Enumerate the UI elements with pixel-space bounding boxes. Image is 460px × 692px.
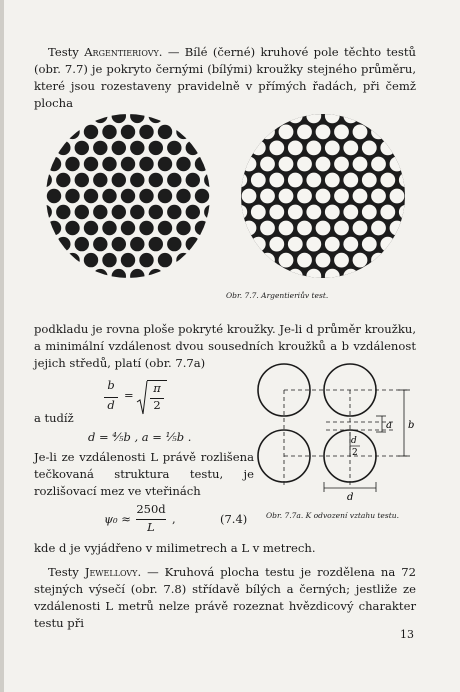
pattern-dot — [75, 205, 89, 219]
pattern-dot — [316, 221, 331, 236]
pattern-dot — [251, 237, 266, 252]
label-a: a — [386, 420, 392, 431]
pattern-dot — [279, 253, 294, 268]
pattern-dot — [380, 237, 395, 252]
pattern-dot — [84, 253, 98, 267]
pattern-dot — [334, 253, 349, 268]
pattern-dot — [149, 112, 163, 123]
pattern-dot — [158, 189, 172, 203]
pattern-dot — [121, 157, 135, 171]
pattern-dot — [306, 237, 321, 252]
pattern-dot — [269, 237, 284, 252]
pattern-dot — [195, 189, 209, 203]
argentieri-test-figure — [46, 112, 416, 284]
para3-text: Je-li ze vzdálenosti L právě rozlišena tečkovaná struktura testu, je rozlišovací mez ve vteřinách — [34, 450, 254, 498]
pattern-dot — [288, 269, 303, 284]
pattern-dot — [371, 157, 386, 172]
eq3-numerator: 250d — [136, 502, 166, 516]
pattern-dot — [186, 237, 200, 251]
pattern-dot — [130, 173, 144, 187]
pattern-dot — [390, 189, 405, 204]
pattern-dot — [130, 112, 144, 123]
pattern-dot — [139, 221, 153, 235]
pattern-dot — [353, 125, 368, 140]
pattern-dot — [102, 253, 116, 267]
paragraph-argentieri — [34, 44, 416, 112]
pattern-dot — [297, 253, 312, 268]
sqrt-sign — [136, 380, 148, 416]
pattern-dot — [371, 189, 386, 204]
pattern-dot — [343, 141, 358, 156]
pattern-dot — [362, 205, 377, 220]
pattern-dot — [297, 221, 312, 236]
pattern-dot — [260, 253, 275, 268]
pattern-dot — [334, 125, 349, 140]
pattern-dot — [93, 269, 107, 283]
pattern-dot — [390, 157, 405, 172]
pattern-dot — [380, 173, 395, 188]
figure-a-caption: Obr. 7.7a. K odvození vztahu testu. — [266, 511, 399, 520]
pattern-dot — [112, 205, 126, 219]
paragraph-jewell — [34, 564, 416, 632]
pattern-dot — [102, 125, 116, 139]
pattern-dot — [47, 157, 61, 171]
pattern-dot — [232, 205, 247, 220]
pattern-dot — [65, 221, 79, 235]
pattern-dot — [325, 237, 340, 252]
figure-caption: Obr. 7.7. Argentieriův test. — [226, 291, 329, 300]
para1-name: Argentieriovy. — [84, 45, 163, 59]
pattern-dot — [279, 157, 294, 172]
label-d-half-den: 2 — [352, 448, 358, 458]
pattern-dot — [112, 269, 126, 283]
pattern-dot — [242, 189, 257, 204]
pattern-dot — [288, 237, 303, 252]
pattern-dot — [204, 173, 218, 187]
pattern-dot — [279, 125, 294, 140]
pattern-dot — [93, 237, 107, 251]
pattern-dot — [343, 205, 358, 220]
pattern-dot — [325, 205, 340, 220]
derivation-diagram — [254, 360, 422, 510]
equation-3 — [104, 502, 254, 538]
pattern-dot — [251, 173, 266, 188]
eq1-numerator: b — [107, 378, 115, 392]
pattern-dot — [362, 173, 377, 188]
pattern-dot — [121, 189, 135, 203]
pattern-dot — [279, 221, 294, 236]
para4-text: kde d je vyjádřeno v milimetrech a L v metrech. — [34, 541, 316, 555]
pattern-dot — [334, 157, 349, 172]
pattern-dot — [130, 141, 144, 155]
pattern-dot — [102, 189, 116, 203]
pattern-dot — [102, 157, 116, 171]
paragraph-units — [34, 540, 416, 557]
pattern-dot — [380, 141, 395, 156]
para5-lead: Testy — [48, 565, 85, 579]
page-edge — [0, 0, 4, 692]
pattern-dot — [102, 221, 116, 235]
pattern-dot — [121, 221, 135, 235]
pattern-dot — [260, 189, 275, 204]
pattern-dot — [297, 125, 312, 140]
pattern-dot — [269, 141, 284, 156]
para2-text: podkladu je rovna ploše pokryté kroužky. Je-li d průměr kroužku, a minimální vzdálenost dvou sousedních kroužků a b vzdálenost jejich středů, platí (obr. 7.7a) — [34, 322, 416, 370]
pattern-dot — [325, 173, 340, 188]
pattern-dot — [371, 221, 386, 236]
pattern-dot — [121, 253, 135, 267]
pattern-dot — [149, 141, 163, 155]
pattern-dot — [288, 141, 303, 156]
pattern-dot — [269, 205, 284, 220]
pattern-dot — [139, 253, 153, 267]
pattern-dot — [149, 237, 163, 251]
pattern-dot — [130, 205, 144, 219]
pattern-dot — [56, 205, 70, 219]
pattern-dot — [186, 173, 200, 187]
pattern-dot — [176, 157, 190, 171]
pattern-dot — [380, 205, 395, 220]
pattern-dot — [316, 253, 331, 268]
pattern-dot — [186, 141, 200, 155]
pattern-dot — [316, 189, 331, 204]
pattern-dot — [399, 205, 414, 220]
pattern-dot — [242, 221, 257, 236]
pattern-dot — [390, 221, 405, 236]
para5-text: — Kruhová plocha testu je rozdělena na 72 stejných výsečí (obr. 7.8) střídavě bílých a černých; jestliže ze vzdálenosti L metrů nelze právě rozeznat hvězdicový charakter testu při — [34, 565, 416, 630]
pattern-dot — [112, 112, 126, 123]
pattern-dot — [306, 141, 321, 156]
eq3-lhs: ψ₀ ≈ — [104, 512, 131, 526]
pattern-dot — [371, 125, 386, 140]
para1-lead: Testy — [48, 45, 85, 59]
pattern-dot — [297, 189, 312, 204]
pattern-dot — [121, 125, 135, 139]
pattern-dot — [139, 125, 153, 139]
pattern-dot — [65, 125, 79, 139]
pattern-dot — [46, 205, 52, 219]
pattern-dot — [112, 141, 126, 155]
pattern-dot — [176, 189, 190, 203]
pattern-dot — [158, 253, 172, 267]
eq1-denominator: d — [107, 398, 115, 412]
pattern-dot — [343, 237, 358, 252]
pattern-dot — [232, 173, 247, 188]
pattern-dot — [353, 253, 368, 268]
eq3-comma: , — [172, 512, 176, 526]
pattern-dot — [167, 237, 181, 251]
pattern-dot — [306, 173, 321, 188]
pattern-dot — [46, 173, 52, 187]
pattern-dot — [75, 141, 89, 155]
pattern-dot — [84, 125, 98, 139]
pattern-dot — [251, 141, 266, 156]
pattern-dot — [139, 157, 153, 171]
pattern-dot — [75, 173, 89, 187]
label-d: d — [347, 492, 354, 503]
pattern-dot — [195, 157, 209, 171]
equation-1 — [104, 378, 184, 418]
pattern-dot — [325, 141, 340, 156]
pattern-dot — [343, 269, 358, 284]
paragraph-resolution — [34, 449, 254, 500]
pattern-dot — [399, 173, 414, 188]
pattern-dot — [158, 125, 172, 139]
pattern-dot — [306, 269, 321, 284]
pattern-dot — [65, 253, 79, 267]
pattern-dot — [260, 157, 275, 172]
pattern-dot — [158, 221, 172, 235]
pattern-dot — [176, 221, 190, 235]
pattern-dot — [130, 269, 144, 283]
equation-2: d = ⁴⁄₅b , a = ¹⁄₅b . — [88, 430, 192, 444]
pattern-dot — [167, 205, 181, 219]
eq1-sqrt-numerator: π — [153, 381, 161, 395]
pattern-dot — [167, 173, 181, 187]
para1-text: — Bílé (černé) kruhové pole těchto testů (obr. 7.7) je pokryto černými (bílými) kroužky stejného průměru, které jsou rozestaveny pravidelně v přímých řadách, při čemž plocha — [34, 45, 416, 110]
pattern-dot — [139, 189, 153, 203]
pattern-dot — [93, 112, 107, 123]
pattern-dot — [84, 157, 98, 171]
para5-name: Jewellovy. — [84, 565, 142, 579]
pattern-dot — [149, 269, 163, 283]
pattern-dot — [371, 253, 386, 268]
pattern-dot — [93, 173, 107, 187]
pattern-dot — [56, 173, 70, 187]
pattern-dot — [279, 189, 294, 204]
pattern-dot — [186, 205, 200, 219]
pattern-dot — [297, 157, 312, 172]
pattern-dot — [93, 141, 107, 155]
pattern-dot — [269, 173, 284, 188]
pattern-dot — [195, 221, 209, 235]
pattern-dot — [362, 141, 377, 156]
page-number: 13 — [400, 628, 414, 641]
pattern-dot — [316, 125, 331, 140]
pattern-dot — [149, 205, 163, 219]
pattern-dot — [306, 205, 321, 220]
pattern-dot — [84, 189, 98, 203]
pattern-dot — [47, 221, 61, 235]
pattern-dot — [325, 269, 340, 284]
pattern-dot — [84, 221, 98, 235]
pattern-dot — [334, 221, 349, 236]
pattern-dot — [167, 141, 181, 155]
pattern-dot — [65, 189, 79, 203]
pattern-dot — [334, 189, 349, 204]
pattern-dot — [242, 157, 257, 172]
black-dots-disk — [46, 112, 219, 283]
pattern-dot — [93, 205, 107, 219]
eq1-equals: = — [124, 388, 134, 402]
pattern-dot — [149, 173, 163, 187]
label-b: b — [408, 420, 415, 431]
pattern-dot — [353, 221, 368, 236]
pattern-dot — [130, 237, 144, 251]
pattern-dot — [316, 157, 331, 172]
pattern-dot — [260, 221, 275, 236]
eq3-denominator: L — [147, 520, 155, 534]
pattern-dot — [158, 157, 172, 171]
pattern-dot — [288, 173, 303, 188]
pattern-dot — [56, 141, 70, 155]
pattern-dot — [353, 189, 368, 204]
pattern-dot — [204, 205, 218, 219]
pattern-dot — [343, 173, 358, 188]
eq3-label: (7.4) — [220, 512, 248, 526]
pattern-dot — [260, 125, 275, 140]
pattern-dot — [176, 125, 190, 139]
pattern-dot — [112, 173, 126, 187]
pattern-dot — [112, 237, 126, 251]
pattern-dot — [47, 189, 61, 203]
a-tudiz: a tudíž — [34, 411, 74, 425]
pattern-dot — [288, 205, 303, 220]
pattern-dot — [251, 205, 266, 220]
label-d-half-num: d — [351, 436, 357, 446]
eq1-sqrt-denominator: 2 — [153, 398, 161, 412]
pattern-dot — [362, 237, 377, 252]
pattern-dot — [176, 253, 190, 267]
pattern-dot — [56, 237, 70, 251]
pattern-dot — [353, 157, 368, 172]
pattern-dot — [75, 237, 89, 251]
pattern-dot — [65, 157, 79, 171]
